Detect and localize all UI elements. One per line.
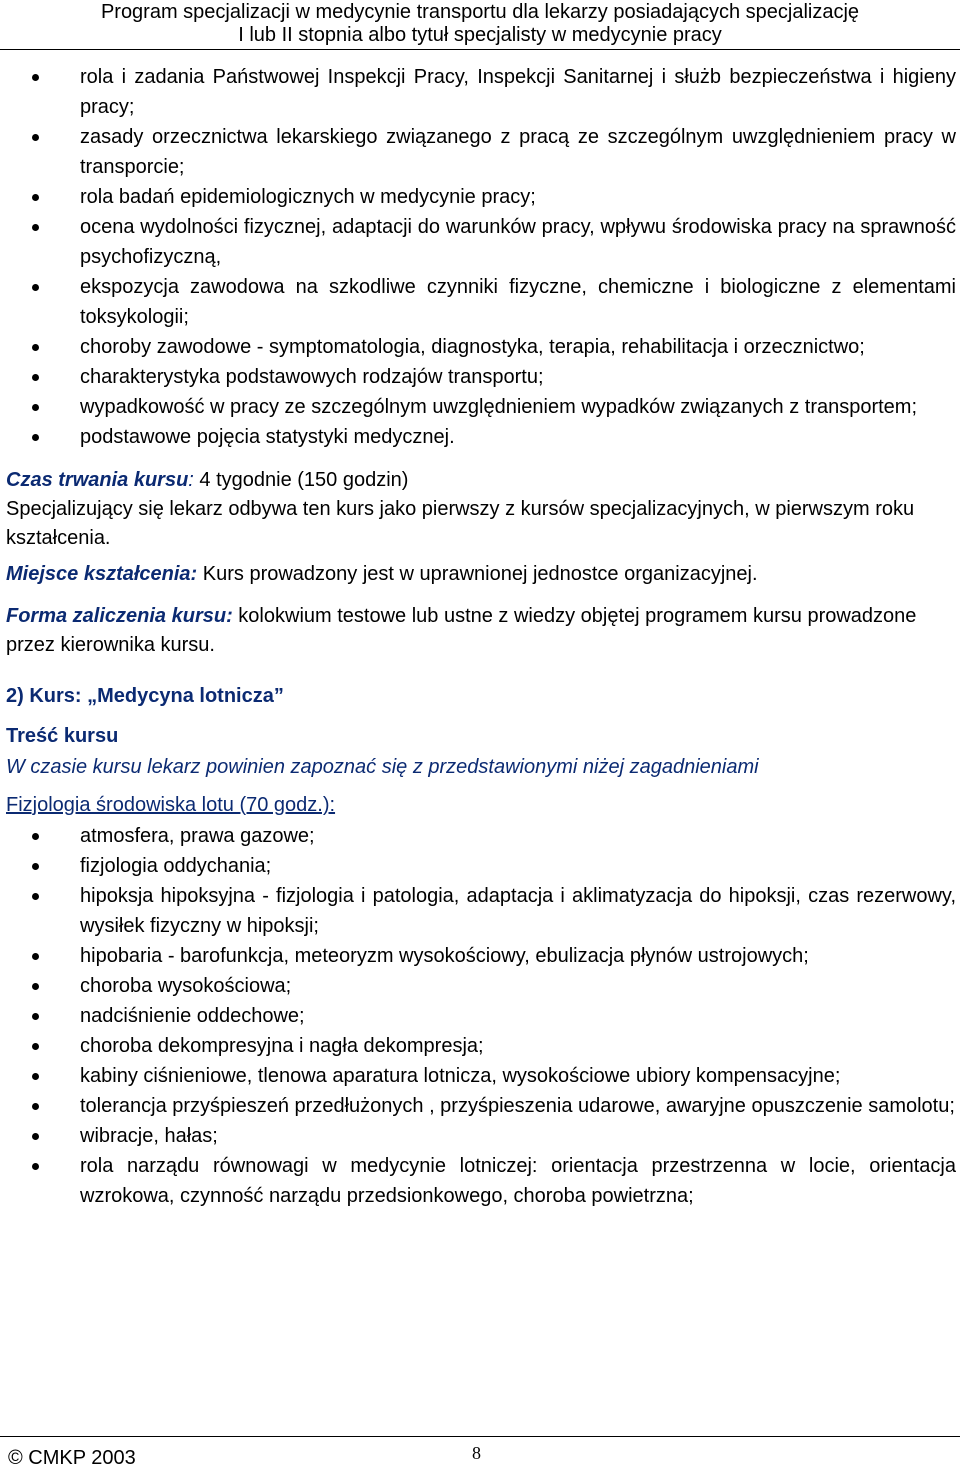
bullet-icon	[32, 953, 39, 960]
list-item	[6, 1121, 956, 1151]
list-item-text: ekspozycja zawodowa na szkodliwe czynniki fizyczne, chemiczne i biologiczne z elementami toksykologii;	[80, 276, 956, 328]
course-intro: W czasie kursu lekarz powinien zapoznać się z przedstawionymi niżej zagadnieniami	[6, 756, 759, 778]
copyright: © CMKP 2003	[8, 1447, 136, 1469]
bullet-icon	[32, 434, 39, 441]
list-item-text: wibracje, hałas;	[80, 1125, 218, 1147]
course-2-title: 2) Kurs: „Medycyna lotnicza”	[6, 685, 284, 707]
list-item-text: rola narządu równowagi w medycynie lotniczej: orientacja przestrzenna w locie, orientacja wzrokowa, czynność narządu przedsionkowego, choroba powietrzna;	[80, 1155, 956, 1207]
list-item-text: zasady orzecznictwa lekarskiego związanego z pracą ze szczególnym uwzględnieniem pracy w transporcie;	[80, 126, 956, 178]
list-item-text: choroba dekompresyjna i nagła dekompresja;	[80, 1035, 484, 1057]
duration-colon: :	[188, 469, 194, 491]
bullet-icon	[32, 344, 39, 351]
bullet-icon	[32, 1133, 39, 1140]
list-item	[6, 1001, 956, 1031]
list-item-text: podstawowe pojęcia statystyki medycznej.	[80, 426, 455, 448]
list-item	[6, 272, 956, 332]
duration-paragraph	[6, 465, 956, 495]
list-item	[6, 1031, 956, 1061]
bullet-icon	[32, 863, 39, 870]
bullet-icon	[32, 404, 39, 411]
list-item	[6, 1061, 956, 1091]
form-value: kolokwium testowe lub ustne z wiedzy objętej programem kursu prowadzone przez kierownika kursu.	[6, 605, 917, 656]
document-body	[6, 62, 956, 1211]
bullet-icon	[32, 833, 39, 840]
list-item-text: kabiny ciśnieniowe, tlenowa aparatura lotnicza, wysokościowe ubiory kompensacyjne;	[80, 1065, 841, 1087]
course-content-heading: Treść kursu	[6, 725, 119, 747]
place-paragraph	[6, 559, 956, 589]
list-item	[6, 941, 956, 971]
list-item	[6, 821, 956, 851]
form-paragraph	[6, 602, 956, 660]
bullet-icon	[32, 1013, 39, 1020]
list-item	[6, 971, 956, 1001]
bullet-icon	[32, 134, 39, 141]
bullet-icon	[32, 1163, 39, 1170]
form-label: Forma zaliczenia kursu:	[6, 605, 233, 627]
list-item-text: tolerancja przyśpieszeń przedłużonych , przyśpieszenia udarowe, awaryjne opuszczenie samolotu;	[80, 1095, 955, 1117]
list-item	[6, 122, 956, 182]
header-line-1: Program specjalizacji w medycynie transportu dla lekarzy posiadających specjalizację	[100, 1, 860, 23]
bullet-icon	[32, 224, 39, 231]
flight-physiology-list	[6, 821, 956, 1211]
page-number: 8	[472, 1443, 481, 1463]
list-item-text: atmosfera, prawa gazowe;	[80, 825, 315, 847]
page-footer	[0, 1436, 960, 1477]
header-line-2: I lub II stopnia albo tytuł specjalisty w medycynie pracy	[238, 24, 722, 46]
place-value: Kurs prowadzony jest w uprawnionej jednostce organizacyjnej.	[197, 563, 758, 585]
section-heading	[6, 790, 956, 820]
bullet-icon	[32, 983, 39, 990]
bullet-icon	[32, 893, 39, 900]
section-heading-text: Fizjologia środowiska lotu (70 godz.):	[6, 794, 336, 816]
list-item	[6, 1151, 956, 1211]
list-item	[6, 362, 956, 392]
list-item-text: nadciśnienie oddechowe;	[80, 1005, 305, 1027]
list-item-text: rola i zadania Państwowej Inspekcji Pracy, Inspekcji Sanitarnej i służb bezpieczeństwa i higieny pracy;	[80, 66, 956, 118]
place-label: Miejsce kształcenia:	[6, 563, 198, 585]
duration-note: Specjalizujący się lekarz odbywa ten kurs jako pierwszy z kursów specjalizacyjnych, w pierwszym roku kształcenia.	[6, 498, 915, 549]
list-item-text: wypadkowość w pracy ze szczególnym uwzględnieniem wypadków związanych z transportem;	[80, 396, 918, 418]
bullet-icon	[32, 1043, 39, 1050]
list-item	[6, 332, 956, 362]
list-item-text: hipoksja hipoksyjna - fizjologia i patologia, adaptacja i aklimatyzacja do hipoksji, czas rezerwowy, wysiłek fizyczny w hipoksji;	[80, 885, 956, 937]
list-item	[6, 392, 956, 422]
duration-value: 4 tygodnie (150 godzin)	[193, 469, 409, 491]
bullet-icon	[32, 284, 39, 291]
bullet-icon	[32, 194, 39, 201]
list-item-text: fizjologia oddychania;	[80, 855, 272, 877]
list-item	[6, 422, 956, 452]
duration-label: Czas trwania kursu	[6, 469, 189, 491]
list-item-text: hipobaria - barofunkcja, meteoryzm wysokościowy, ebulizacja płynów ustrojowych;	[80, 945, 809, 967]
list-item	[6, 1091, 956, 1121]
list-item-text: rola badań epidemiologicznych w medycynie pracy;	[80, 186, 536, 208]
list-item-text: charakterystyka podstawowych rodzajów transportu;	[80, 366, 544, 388]
list-item	[6, 881, 956, 941]
list-item-text: choroba wysokościowa;	[80, 975, 292, 997]
list-item	[6, 212, 956, 272]
bullet-icon	[32, 1103, 39, 1110]
bullet-icon	[32, 1073, 39, 1080]
list-item	[6, 182, 956, 212]
list-item	[6, 62, 956, 122]
bullet-icon	[32, 374, 39, 381]
page-header	[0, 0, 960, 50]
topics-list	[6, 62, 956, 452]
list-item-text: ocena wydolności fizycznej, adaptacji do warunków pracy, wpływu środowiska pracy na sprawność psychofizyczną,	[80, 216, 956, 268]
list-item	[6, 851, 956, 881]
bullet-icon	[32, 74, 39, 81]
list-item-text: choroby zawodowe - symptomatologia, diagnostyka, terapia, rehabilitacja i orzecznictwo;	[80, 336, 865, 358]
